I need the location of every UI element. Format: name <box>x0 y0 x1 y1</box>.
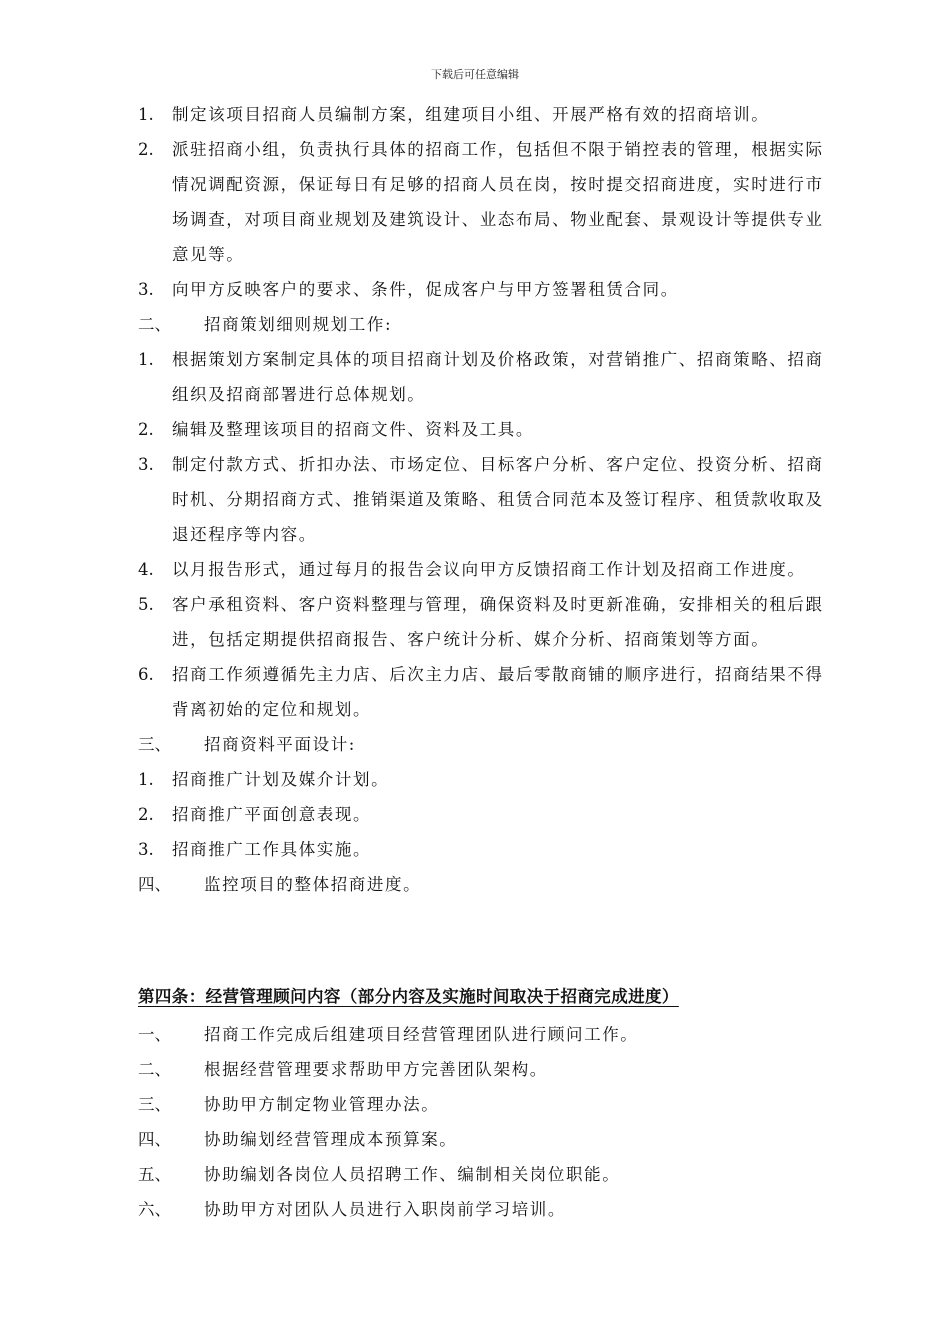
item-number: 2. <box>138 805 154 824</box>
section-number: 二、 <box>138 315 171 334</box>
list-item <box>138 1192 863 1227</box>
item-text: 编辑及整理该项目的招商文件、资料及工具。 <box>172 420 534 439</box>
list-item <box>138 762 863 797</box>
section-title: 招商策划细则规划工作: <box>204 315 393 334</box>
item-text: 协助甲方对团队人员进行入职岗前学习培训。 <box>204 1200 566 1219</box>
item-number: 3. <box>138 455 154 474</box>
list-item <box>138 97 863 132</box>
list-item <box>138 587 863 657</box>
item-number: 3. <box>138 840 154 859</box>
item-text: 招商推广计划及媒介计划。 <box>172 770 390 789</box>
item-text: 根据策划方案制定具体的项目招商计划及价格政策，对营销推广、招商策略、招商 组织及招商部署进行总体规划。 <box>172 350 824 404</box>
item-number: 4. <box>138 560 154 579</box>
item-text: 协助编划经营管理成本预算案。 <box>204 1130 458 1149</box>
list-item <box>138 1052 863 1087</box>
list-item <box>138 657 863 727</box>
list-item <box>138 1157 863 1192</box>
item-number: 一、 <box>138 1025 171 1044</box>
item-text: 制定该项目招商人员编制方案，组建项目小组、开展严格有效的招商培训。 <box>172 105 770 124</box>
item-text: 招商推广工作具体实施。 <box>172 840 372 859</box>
item-number: 六、 <box>138 1200 171 1219</box>
item-number: 三、 <box>138 1095 171 1114</box>
item-text: 招商工作完成后组建项目经营管理团队进行顾问工作。 <box>204 1025 639 1044</box>
section-number: 三、 <box>138 735 171 754</box>
article-heading: 第四条：经营管理顾问内容（部分内容及实施时间取决于招商完成进度） <box>138 987 679 1006</box>
section-heading <box>138 307 863 342</box>
list-item <box>138 412 863 447</box>
item-text: 客户承租资料、客户资料整理与管理，确保资料及时更新准确，安排相关的租后跟 进，包括定期提供招商报告、客户统计分析、媒介分析、招商策划等方面。 <box>172 595 824 649</box>
item-text: 派驻招商小组，负责执行具体的招商工作，包括但不限于销控表的管理，根据实际 情况调配资源，保证每日有足够的招商人员在岗，按时提交招商进度，实时进行市 场调查，对项目商业规划及建筑设计、业态布局、物业配套、景观设计等提供专业 意见等。 <box>172 140 824 264</box>
section-title: 招商资料平面设计: <box>204 735 356 754</box>
section-heading <box>138 867 863 902</box>
item-text: 向甲方反映客户的要求、条件，促成客户与甲方签署租赁合同。 <box>172 280 679 299</box>
item-text: 协助甲方制定物业管理办法。 <box>204 1095 440 1114</box>
document-body-part-b <box>138 985 863 1227</box>
list-item <box>138 832 863 867</box>
item-number: 1. <box>138 350 154 369</box>
item-number: 五、 <box>138 1165 171 1184</box>
item-number: 1. <box>138 770 154 789</box>
list-item <box>138 797 863 832</box>
list-item <box>138 552 863 587</box>
section-title: 监控项目的整体招商进度。 <box>204 875 422 894</box>
item-number: 二、 <box>138 1060 171 1079</box>
section-number: 四、 <box>138 875 171 894</box>
item-number: 5. <box>138 595 154 614</box>
item-number: 3. <box>138 280 154 299</box>
item-text: 招商工作须遵循先主力店、后次主力店、最后零散商铺的顺序进行，招商结果不得 背离初始的定位和规划。 <box>172 665 824 719</box>
list-item <box>138 342 863 412</box>
item-text: 制定付款方式、折扣办法、市场定位、目标客户分析、客户定位、投资分析、招商 时机、分期招商方式、推销渠道及策略、租赁合同范本及签订程序、租赁款收取及 退还程序等内容。 <box>172 455 824 544</box>
list-item <box>138 1017 863 1052</box>
item-number: 2. <box>138 420 154 439</box>
list-item <box>138 447 863 552</box>
list-item <box>138 132 863 272</box>
item-text: 根据经营管理要求帮助甲方完善团队架构。 <box>204 1060 548 1079</box>
section-heading <box>138 727 863 762</box>
list-item <box>138 1087 863 1122</box>
item-text: 招商推广平面创意表现。 <box>172 805 372 824</box>
document-body-part-a <box>138 97 863 902</box>
item-text: 以月报告形式，通过每月的报告会议向甲方反馈招商工作计划及招商工作进度。 <box>172 560 806 579</box>
item-text: 协助编划各岗位人员招聘工作、编制相关岗位职能。 <box>204 1165 621 1184</box>
item-number: 2. <box>138 140 154 159</box>
item-number: 四、 <box>138 1130 171 1149</box>
item-number: 6. <box>138 665 154 684</box>
page-header-note: 下载后可任意编辑 <box>431 68 519 81</box>
list-item <box>138 1122 863 1157</box>
item-number: 1. <box>138 105 154 124</box>
list-item <box>138 272 863 307</box>
